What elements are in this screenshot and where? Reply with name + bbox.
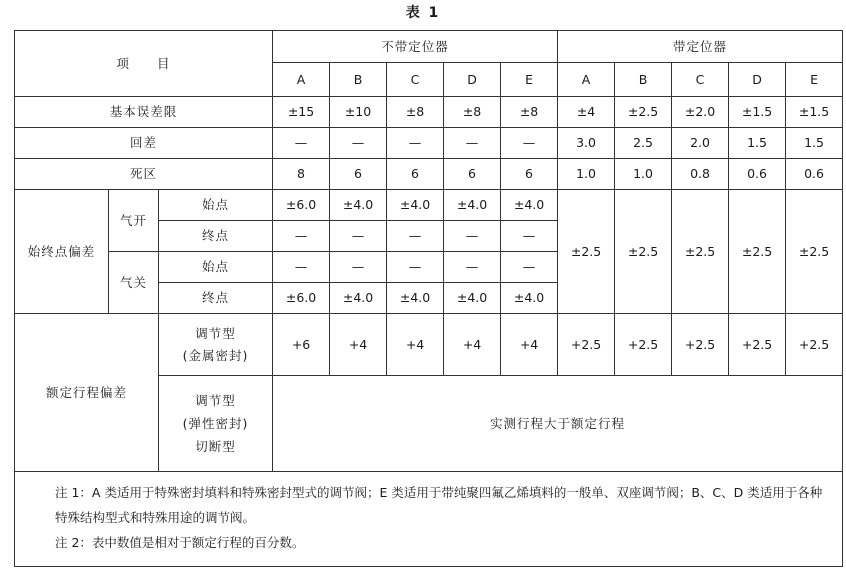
end-label: 终点 xyxy=(159,221,273,252)
table-cell: — xyxy=(330,221,387,252)
table-cell: ±2.5 xyxy=(615,190,672,314)
table-cell: 0.6 xyxy=(729,159,786,190)
col-header: B xyxy=(330,63,387,97)
table-cell: 6 xyxy=(330,159,387,190)
table-cell: 6 xyxy=(444,159,501,190)
table-cell: 3.0 xyxy=(558,128,615,159)
note-2: 注 2：表中数值是相对于额定行程的百分数。 xyxy=(55,535,305,550)
col-header: C xyxy=(672,63,729,97)
table-row-dead-band xyxy=(15,159,843,190)
start-label: 始点 xyxy=(159,190,273,221)
table-cell: ±4.0 xyxy=(387,190,444,221)
table-cell: 2.0 xyxy=(672,128,729,159)
table-cell: ±1.5 xyxy=(786,97,843,128)
table-cell: 1.0 xyxy=(558,159,615,190)
table-cell: ±2.5 xyxy=(786,190,843,314)
col-header: A xyxy=(273,63,330,97)
table-cell: 2.5 xyxy=(615,128,672,159)
table-cell: +4 xyxy=(501,314,558,376)
table-cell: ±2.5 xyxy=(615,97,672,128)
row-label: 基本误差限 xyxy=(15,97,273,128)
table-cell: 1.5 xyxy=(786,128,843,159)
table-cell: ±2.5 xyxy=(558,190,615,314)
table-cell: ±1.5 xyxy=(729,97,786,128)
table-cell: — xyxy=(501,128,558,159)
table-cell: — xyxy=(387,128,444,159)
elastic-seal-type xyxy=(159,376,273,472)
table-cell: — xyxy=(444,252,501,283)
col-header: E xyxy=(501,63,558,97)
table-cell: — xyxy=(330,128,387,159)
metal-seal-type xyxy=(159,314,273,376)
row-label: 死区 xyxy=(15,159,273,190)
table-cell: ±8 xyxy=(444,97,501,128)
col-header: E xyxy=(786,63,843,97)
type-text: 调节型 xyxy=(195,325,236,341)
col-header: D xyxy=(444,63,501,97)
table-cell: 1.5 xyxy=(729,128,786,159)
row-label-rated-travel: 额定行程偏差 xyxy=(15,314,159,472)
table-caption: 表 1 xyxy=(405,5,441,21)
group-without-positioner: 不带定位器 xyxy=(273,31,558,63)
table-cell: +2.5 xyxy=(672,314,729,376)
col-header: C xyxy=(387,63,444,97)
table-cell: ±6.0 xyxy=(273,190,330,221)
table-cell: 8 xyxy=(273,159,330,190)
seal-text: (金属密封) xyxy=(182,347,249,363)
table-cell: +2.5 xyxy=(615,314,672,376)
table-cell: — xyxy=(444,221,501,252)
table-cell: 6 xyxy=(387,159,444,190)
cutoff-text: 切断型 xyxy=(195,438,236,454)
table-cell: 0.8 xyxy=(672,159,729,190)
group-with-positioner: 带定位器 xyxy=(558,31,843,63)
end-label: 终点 xyxy=(159,283,273,314)
table-cell: ±4 xyxy=(558,97,615,128)
merged-value-cell: 实测行程大于额定行程 xyxy=(273,376,843,472)
air-open-label: 气开 xyxy=(109,190,159,252)
col-header: D xyxy=(729,63,786,97)
spec-table xyxy=(14,30,843,567)
table-cell: — xyxy=(501,252,558,283)
table-cell: — xyxy=(273,221,330,252)
table-cell: ±4.0 xyxy=(387,283,444,314)
table-cell: +2.5 xyxy=(729,314,786,376)
table-cell: ±2.5 xyxy=(672,190,729,314)
table-row-basic-error xyxy=(15,97,843,128)
table-cell: ±8 xyxy=(501,97,558,128)
table-cell: ±2.0 xyxy=(672,97,729,128)
notes-row xyxy=(15,472,843,567)
table-cell: ±4.0 xyxy=(444,190,501,221)
table-cell: 1.0 xyxy=(615,159,672,190)
table-cell: ±10 xyxy=(330,97,387,128)
table-cell: +2.5 xyxy=(786,314,843,376)
table-row-open-start xyxy=(15,190,843,221)
table-cell: ±15 xyxy=(273,97,330,128)
table-cell: 6 xyxy=(501,159,558,190)
header-row-groups xyxy=(15,31,843,63)
type-text: 调节型 xyxy=(195,392,236,408)
air-close-label: 气关 xyxy=(109,252,159,314)
table-cell: — xyxy=(387,252,444,283)
table-cell: — xyxy=(501,221,558,252)
row-label: 回差 xyxy=(15,128,273,159)
table-cell: +4 xyxy=(330,314,387,376)
col-header: B xyxy=(615,63,672,97)
table-cell: +6 xyxy=(273,314,330,376)
row-label-endpoint: 始终点偏差 xyxy=(15,190,109,314)
table-cell: ±4.0 xyxy=(444,283,501,314)
table-cell: +2.5 xyxy=(558,314,615,376)
table-cell: ±8 xyxy=(387,97,444,128)
col-header: A xyxy=(558,63,615,97)
start-label: 始点 xyxy=(159,252,273,283)
table-row-rated-metal xyxy=(15,314,843,376)
seal-text: (弹性密封) xyxy=(182,415,249,431)
table-cell: ±2.5 xyxy=(729,190,786,314)
notes-cell xyxy=(15,472,843,567)
table-cell: ±4.0 xyxy=(501,283,558,314)
table-cell: +4 xyxy=(387,314,444,376)
note-1: 注 1：A 类适用于特殊密封填料和特殊密封型式的调节阀；E 类适用于带纯聚四氟乙烯填料的一般单、双座调节阀；B、C、D 类适用于各种特殊结构型式和特殊用途的调节阀。 xyxy=(55,485,823,525)
table-cell: 0.6 xyxy=(786,159,843,190)
table-cell: +4 xyxy=(444,314,501,376)
table-cell: — xyxy=(387,221,444,252)
item-header: 项 目 xyxy=(15,31,273,97)
table-cell: ±4.0 xyxy=(501,190,558,221)
table-cell: — xyxy=(273,128,330,159)
table-cell: — xyxy=(444,128,501,159)
table-cell: ±6.0 xyxy=(273,283,330,314)
table-cell: — xyxy=(330,252,387,283)
table-row-hysteresis xyxy=(15,128,843,159)
table-cell: ±4.0 xyxy=(330,283,387,314)
table-cell: — xyxy=(273,252,330,283)
table-cell: ±4.0 xyxy=(330,190,387,221)
